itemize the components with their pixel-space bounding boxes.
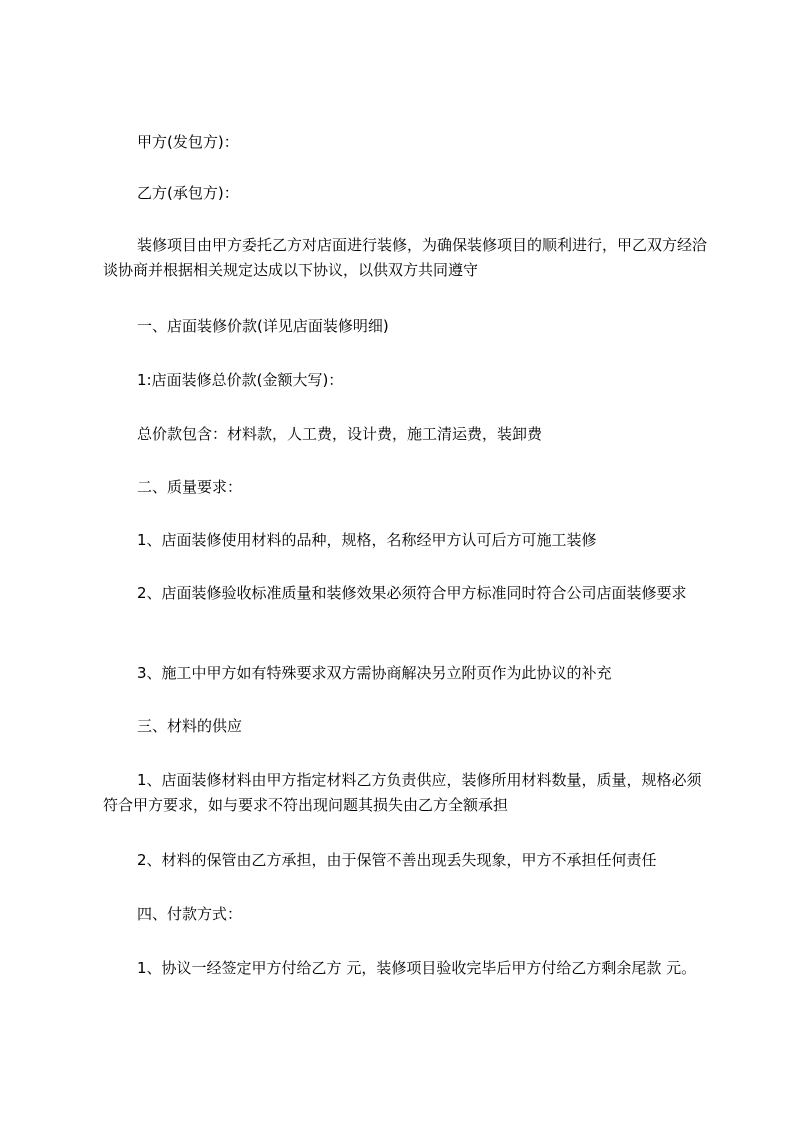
party-b-line: 乙方(承包方)： <box>137 184 239 202</box>
section-2-title: 二、质量要求： <box>137 478 243 496</box>
section-3-title: 三、材料的供应 <box>137 717 243 735</box>
section-1-item-1: 1:店面装修总价款(金额大写)： <box>137 371 344 389</box>
section-1-title: 一、店面装修价款(详见店面装修明细) <box>137 317 389 335</box>
section-1-includes: 总价款包含：材料款，人工费，设计费，施工清运费，装卸费 <box>137 425 543 443</box>
section-2-item-2: 2、店面装修验收标准质量和装修效果必须符合甲方标准同时符合公司店面装修要求 <box>137 584 687 602</box>
section-4-title: 四、付款方式： <box>137 905 243 923</box>
section-3-item-2: 2、材料的保管由乙方承担，由于保管不善出现丢失现象，甲方不承担任何责任 <box>137 851 657 869</box>
section-2-item-3: 3、施工中甲方如有特殊要求双方需协商解决另立附页作为此协议的补充 <box>137 664 612 682</box>
party-a-line: 甲方(发包方)： <box>137 133 239 151</box>
section-3-item-1: 1、店面装修材料由甲方指定材料乙方负责供应，装修所用材料数量，质量，规格必须符合甲方要求，如与要求不符出现问题其损失由乙方全额承担 <box>103 771 702 814</box>
intro-paragraph: 装修项目由甲方委托乙方对店面进行装修，为确保装修项目的顺利进行，甲乙双方经洽谈协商并根据相关规定达成以下协议，以供双方共同遵守 <box>103 236 708 279</box>
section-4-item-1: 1、协议一经签定甲方付给乙方 元，装修项目验收完毕后甲方付给乙方剩余尾款 元。 <box>137 959 697 977</box>
section-2-item-1: 1、店面装修使用材料的品种，规格，名称经甲方认可后方可施工装修 <box>137 531 597 549</box>
